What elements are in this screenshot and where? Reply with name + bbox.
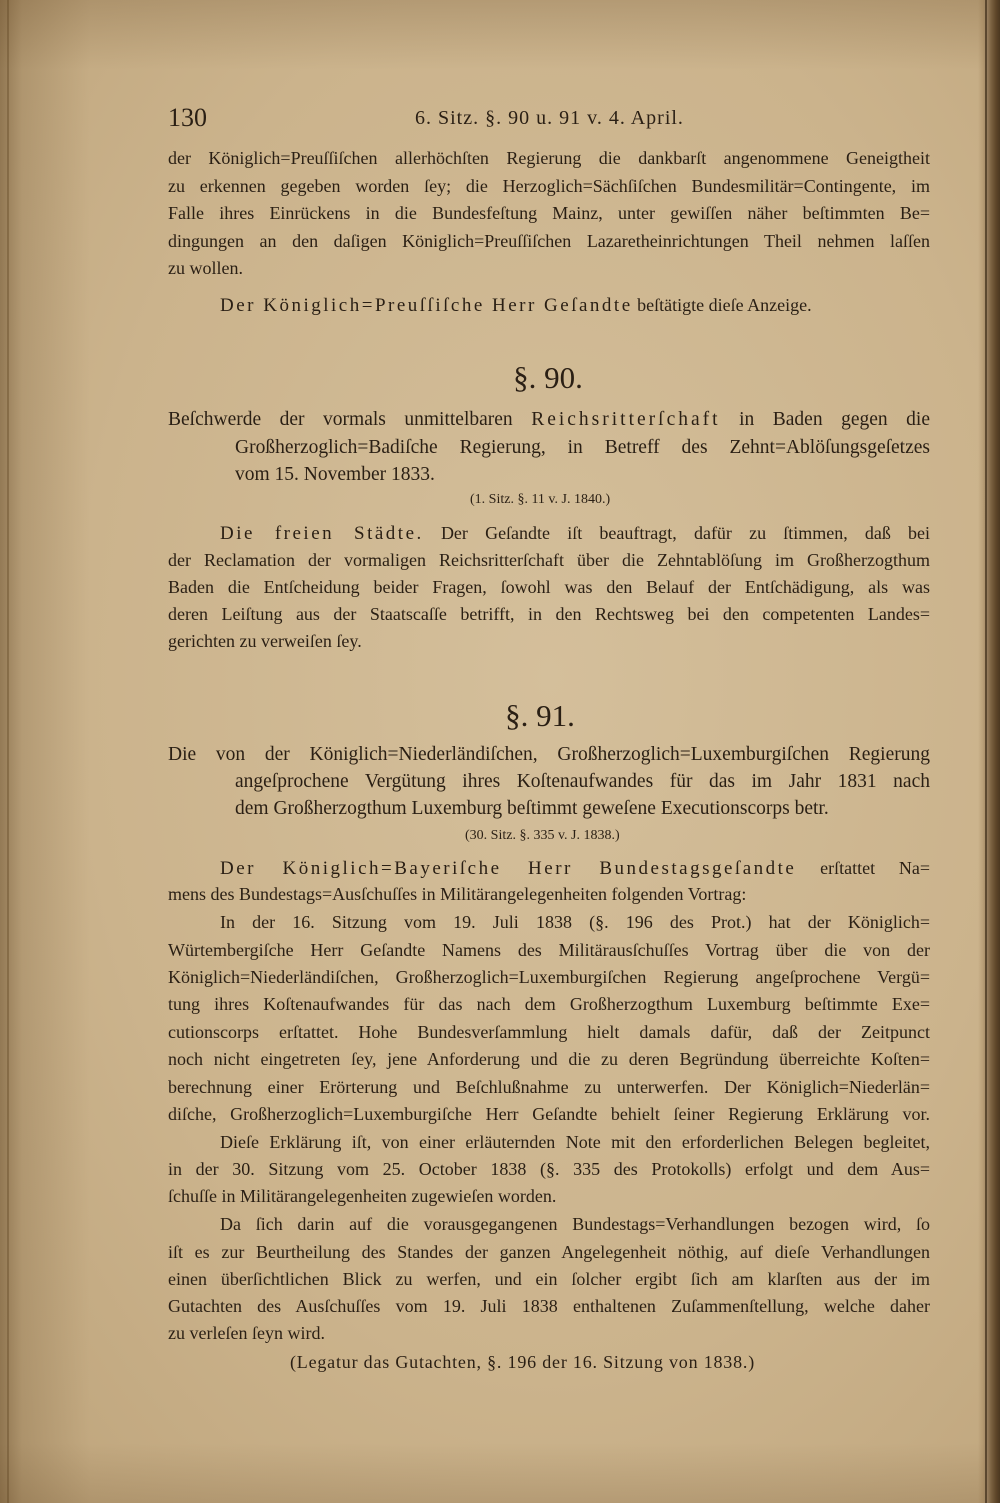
book-edge [978, 0, 1000, 1503]
running-title: 6. Sitz. §. 90 u. 91 v. 4. April. [415, 107, 684, 129]
text-line-content: erſtattet Na= [820, 858, 930, 878]
text-line: deren Leiſtung aus der Staatscaſſe betrifft, in den Rechtsweg bei den competenten Landes= [168, 604, 930, 624]
text-line: mens des Bundestags=Ausſchuſſes in Militärangelegenheiten folgenden Vortrag: [168, 884, 747, 904]
page-fold-line [7, 0, 9, 1503]
book-edge-line [985, 0, 987, 1503]
closing-note: (Legatur das Gutachten, §. 196 der 16. Sitzung von 1838.) [290, 1352, 756, 1372]
text-line: zu verleſen ſeyn wird. [168, 1323, 325, 1343]
section-heading-line: Die von der Königlich=Niederländiſchen, Großherzoglich=Luxemburgiſchen Regierung [168, 744, 930, 765]
text-line [220, 519, 930, 547]
text-line: der Königlich=Preuſſiſchen allerhöchſten Regierung die dankbarſt angenommene Geneigtheit [168, 148, 930, 168]
text-line: zu erkennen gegeben worden ſey; die Herzoglich=Sächſiſchen Bundesmilitär=Contingente, im [168, 176, 930, 196]
section-number-90: §. 90. [513, 360, 583, 395]
section-reference: (1. Sitz. §. 11 v. J. 1840.) [470, 492, 611, 507]
text-line: diſche, Großherzoglich=Luxemburgiſche Herr Geſandte behielt ſeiner Regierung Erklärung vor. [168, 1104, 930, 1124]
text-line: in der 30. Sitzung vom 25. October 1838 (§. 335 des Protokolls) erfolgt und dem Aus= [168, 1159, 930, 1179]
text-line: Gutachten des Ausſchuſſes vom 19. Juli 1838 enthaltenen Zuſammenſtellung, welche daher [168, 1296, 930, 1316]
text-line: iſt es zur Beurtheilung des Standes der ganzen Angelegenheit nöthig, auf dieſe Verhandlungen [168, 1242, 930, 1262]
section-reference: (30. Sitz. §. 335 v. J. 1838.) [465, 828, 620, 843]
section-heading-line [168, 405, 930, 435]
text-line: dingungen an den daſigen Königlich=Preuſſiſchen Lazaretheinrichtungen Theil nehmen laſſen [168, 231, 930, 251]
section-heading-line: dem Großherzogthum Luxemburg beſtimmt geweſene Executionscorps betr. [235, 798, 829, 819]
text-line: der Reclamation der vormaligen Reichsritterſchaft über die Zehntablöſung im Großherzogthum [168, 550, 930, 570]
speaker-name: Der Königlich=Bayeriſche Herr Bundestagsgeſandte [220, 858, 797, 879]
text-line: tung ihres Koſtenaufwandes für das nach dem Großherzogthum Luxemburg beſtimmte Exe= [168, 994, 930, 1014]
text-line: berechnung einer Erörterung und Beſchlußnahme zu unterwerfen. Der Königlich=Niederlän= [168, 1077, 930, 1097]
text-line: Baden die Entſcheidung beider Fragen, ſowohl was den Belauf der Entſchädigung, als was [168, 577, 930, 597]
text-line: In der 16. Sitzung vom 19. Juli 1838 (§. 196 des Prot.) hat der Königlich= [220, 912, 930, 932]
text-line: Würtembergiſche Herr Geſandte Namens des Militärausſchuſſes Vortrag über die von der [168, 940, 930, 960]
page-number: 130 [168, 103, 207, 132]
speaker-name: Der Königlich=Preuſſiſche Herr Geſandte [220, 295, 633, 316]
heading-text: in Baden gegen die [739, 409, 930, 430]
text-line: Da ſich darin auf die vorausgegangenen Bundestags=Verhandlungen bezogen wird, ſo [220, 1214, 930, 1234]
section-heading-line: Großherzoglich=Badiſche Regierung, in Betreff des Zehnt=Ablöſungsgeſetzes [235, 437, 930, 458]
text-line: ſchuſſe in Militärangelegenheiten zugewieſen worden. [168, 1186, 557, 1206]
text-line: gerichten zu verweiſen ſey. [168, 631, 362, 651]
text-line: Dieſe Erklärung iſt, von einer erläuternden Note mit den erforderlichen Belegen begleitet, [220, 1132, 930, 1152]
text-line-content: Der Geſandte iſt beauftragt, dafür zu ſtimmen, daß bei [440, 523, 930, 543]
text-line: einen überſichtlichen Blick zu werfen, und ein ſolcher ergibt ſich am klarſten aus der im [168, 1269, 930, 1289]
section-heading-line: vom 15. November 1833. [235, 464, 435, 485]
confirmation-text: beſtätigte dieſe Anzeige. [637, 295, 812, 315]
speaker-name: Die freien Städte. [220, 523, 424, 544]
text-line: Falle ihres Einrückens in die Bundesfeſtung Mainz, unter gewiſſen näher beſtimmten Be= [168, 203, 930, 223]
text-line: cutionscorps erſtattet. Hohe Bundesverſammlung hielt damals dafür, daß der Zeitpunct [168, 1022, 930, 1042]
section-number-91: §. 91. [505, 698, 575, 733]
text-line: noch nicht eingetreten ſey, jene Anforderung und die zu deren Begründung überreichte Koſten= [168, 1049, 930, 1069]
heading-spaced-text: Reichsritterſchaft [531, 409, 721, 430]
section-heading-line: angeſprochene Vergütung ihres Koſtenaufwandes für das im Jahr 1831 nach [235, 771, 930, 792]
text-line [220, 854, 930, 882]
confirmation-line [220, 291, 930, 319]
text-line: Königlich=Niederländiſchen, Großherzoglich=Luxemburgiſchen Regierung angeſprochene Vergü= [168, 967, 930, 987]
text-line: zu wollen. [168, 258, 243, 278]
heading-text: Beſchwerde der vormals unmittelbaren [168, 409, 513, 430]
